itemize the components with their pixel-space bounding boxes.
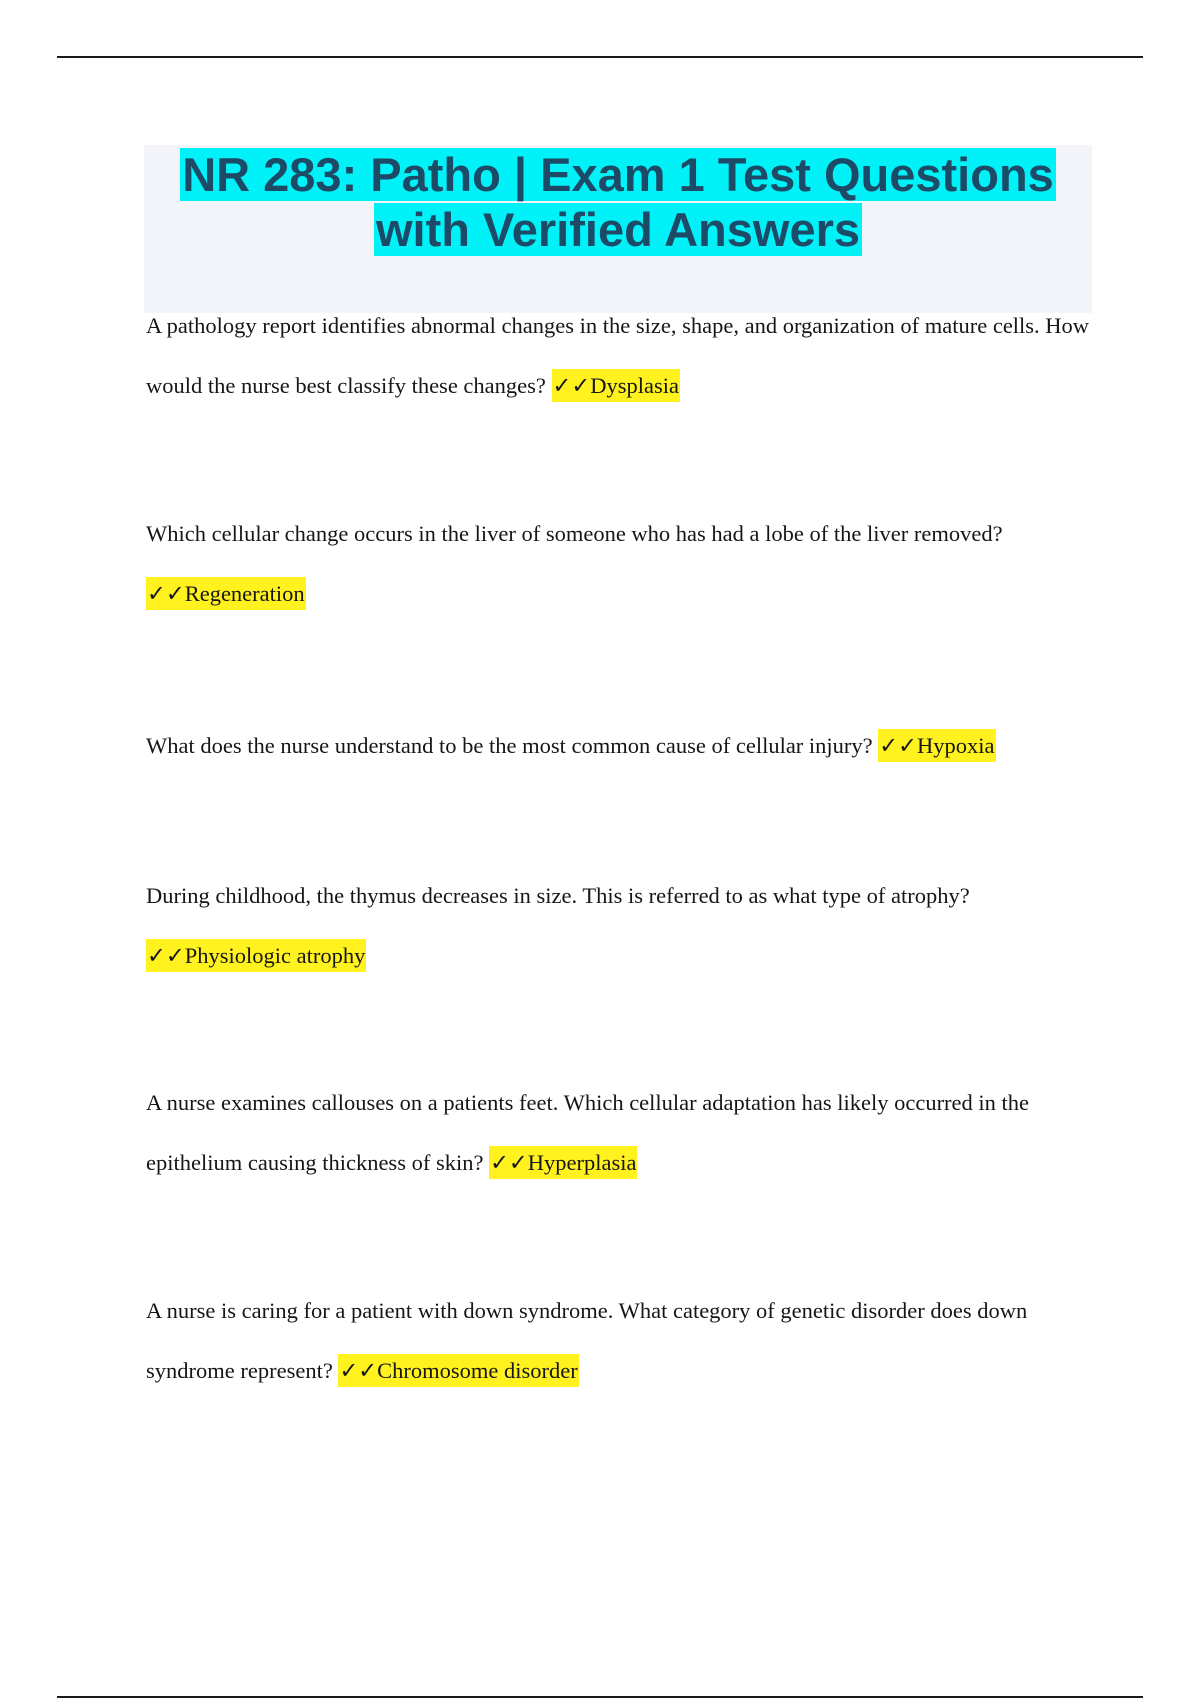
answer-highlight: ✓✓Physiologic atrophy <box>146 939 366 972</box>
footer-rule <box>57 1696 1143 1698</box>
page-title <box>144 145 1092 257</box>
answer-highlight: ✓✓Hyperplasia <box>489 1146 637 1179</box>
answer-highlight: ✓✓Hypoxia <box>878 729 995 762</box>
question-item <box>146 504 1096 624</box>
question-text: A pathology report identifies abnormal changes in the size, shape, and organization of mature cells. How would the nurse best classify these changes? <box>146 313 1090 398</box>
question-item <box>146 296 1096 416</box>
answer-highlight: ✓✓Regeneration <box>146 577 306 610</box>
title-line-1: NR 283: Patho | Exam 1 Test Questions <box>182 148 1054 201</box>
question-text: Which cellular change occurs in the liver of someone who has had a lobe of the liver removed? <box>146 521 1003 546</box>
question-item <box>146 716 1096 776</box>
question-item <box>146 866 1096 986</box>
header-rule <box>57 56 1143 58</box>
question-text: What does the nurse understand to be the most common cause of cellular injury? <box>146 733 873 758</box>
title-line-2: with Verified Answers <box>375 203 861 256</box>
question-item <box>146 1073 1096 1193</box>
answer-highlight: ✓✓Dysplasia <box>552 369 680 402</box>
title-block <box>144 145 1092 313</box>
question-text: A nurse is caring for a patient with down syndrome. What category of genetic disorder does down syndrome represent? <box>146 1298 1028 1383</box>
answer-highlight: ✓✓Chromosome disorder <box>338 1354 578 1387</box>
question-text: A nurse examines callouses on a patients feet. Which cellular adaptation has likely occurred in the epithelium causing thickness of skin? <box>146 1090 1030 1175</box>
question-item <box>146 1281 1096 1401</box>
question-text: During childhood, the thymus decreases in size. This is referred to as what type of atrophy? <box>146 883 970 908</box>
